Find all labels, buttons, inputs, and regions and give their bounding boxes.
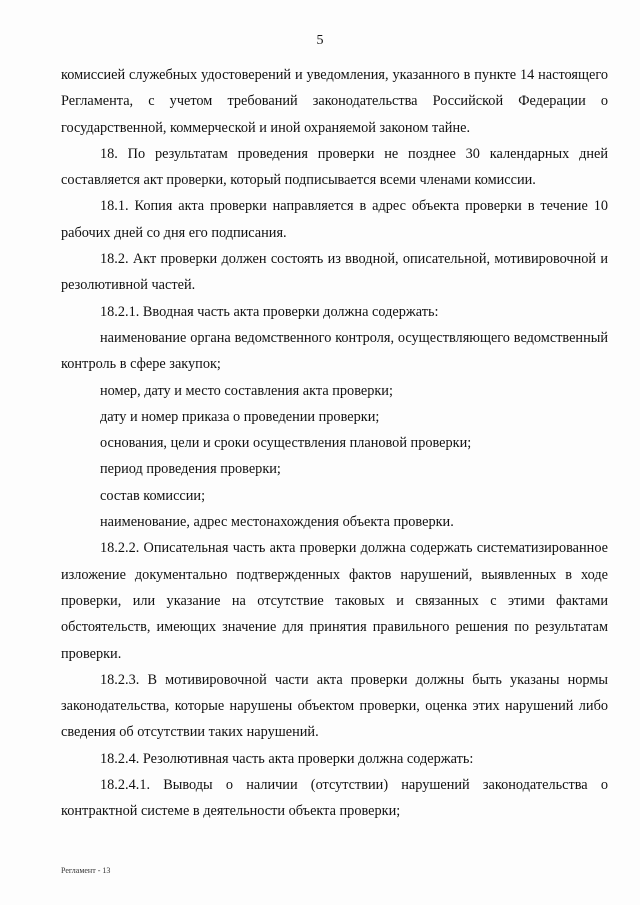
page-number: 5 — [316, 33, 324, 48]
page-footer: Регламент - 13 — [61, 866, 111, 875]
list-item: основания, цели и сроки осуществления плановой проверки; — [100, 435, 472, 452]
list-item: состав комиссии; — [100, 487, 206, 504]
paragraph-18-2-1: 18.2.1. Вводная часть акта проверки должна содержать: — [100, 303, 439, 320]
paragraph-18: 18. По результатам проведения проверки не позднее 30 календарных дней составляется акт проверки, который подписывается всеми членами комиссии. — [61, 145, 608, 189]
paragraph-18-2-3: 18.2.3. В мотивировочной части акта проверки должны быть указаны нормы законодательства, которые нарушены объектом проверки, оценка этих нарушений либо сведения об отсутствии таких нарушений. — [61, 671, 608, 741]
paragraph-18-2-2: 18.2.2. Описательная часть акта проверки должна содержать систематизированное изложение документально подтвержденных фактов нарушений, выявленных в ходе проверки, или указание на отсутствие таковых и связанных с этими фактами обстоятельств, имеющих значение для принятия правильного решения по результатам проверки. — [61, 540, 608, 662]
paragraph-continuation: комиссией служебных удостоверений и уведомления, указанного в пункте 14 настоящего Регламента, с учетом требований законодательства Российской Федерации о государственной, коммерческой и иной охраняемой законом тайне. — [61, 67, 608, 136]
list-item: наименование органа ведомственного контроля, осуществляющего ведомственный контроль в сфере закупок; — [61, 329, 608, 373]
paragraph-18-1: 18.1. Копия акта проверки направляется в адрес объекта проверки в течение 10 рабочих дней со дня его подписания. — [61, 198, 608, 241]
list-item: дату и номер приказа о проведении проверки; — [100, 408, 380, 425]
list-item: период проведения проверки; — [100, 461, 281, 478]
paragraph-18-2-4: 18.2.4. Резолютивная часть акта проверки должна содержать: — [100, 750, 474, 767]
list-item: номер, дату и место составления акта проверки; — [100, 382, 393, 399]
paragraph-18-2-4-1: 18.2.4.1. Выводы о наличии (отсутствии) нарушений законодательства о контрактной системе в деятельности объекта проверки; — [61, 777, 608, 820]
paragraph-18-2: 18.2. Акт проверки должен состоять из вводной, описательной, мотивировочной и резолютивной частей. — [61, 251, 608, 294]
list-item: наименование, адрес местонахождения объекта проверки. — [100, 514, 454, 531]
document-body — [61, 62, 608, 825]
